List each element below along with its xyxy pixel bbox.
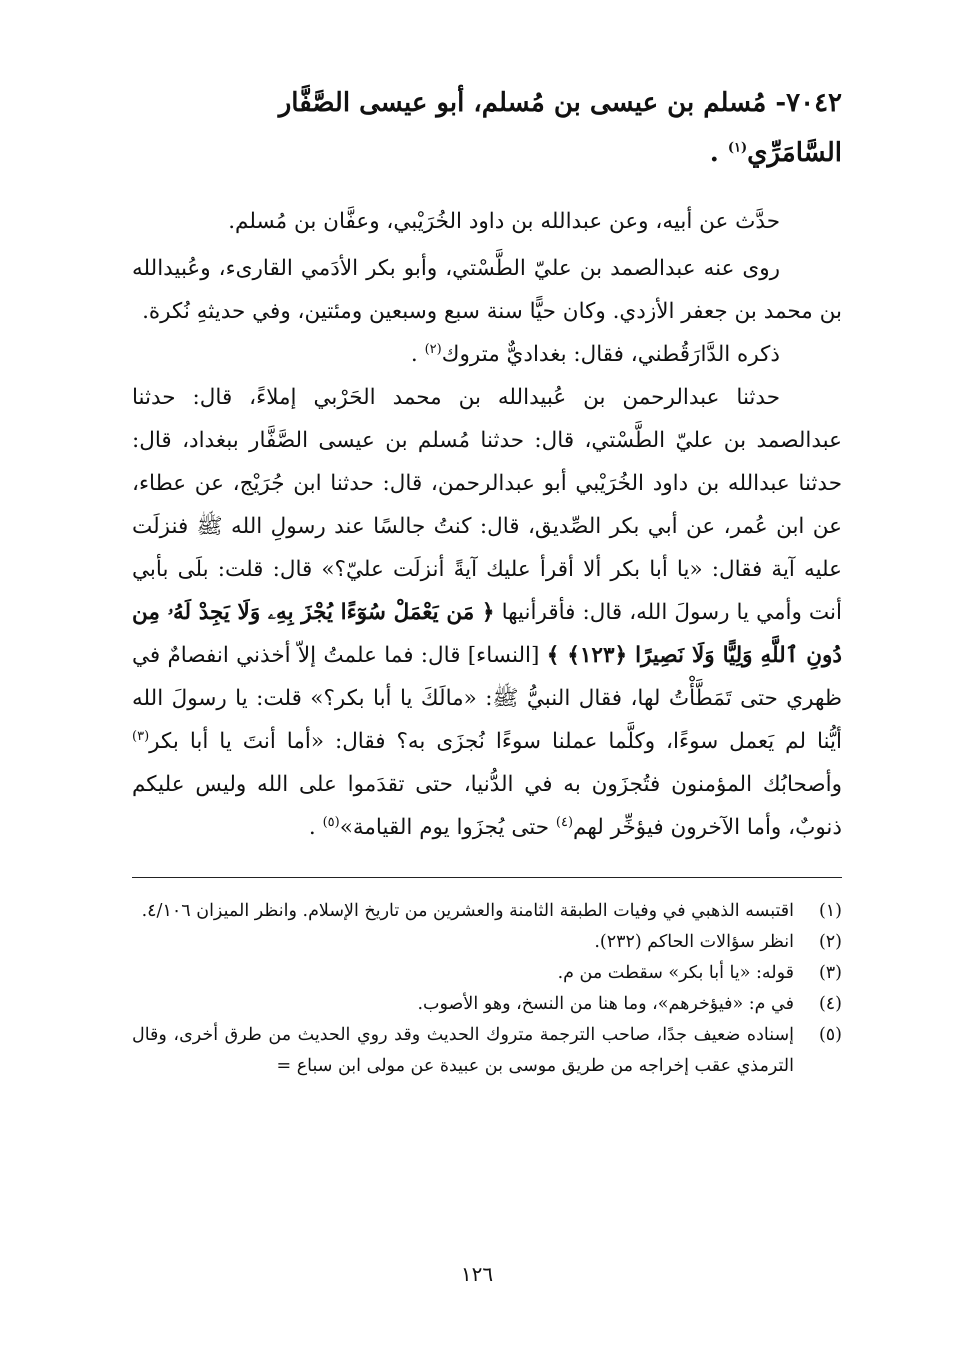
footnotes [132,896,842,1082]
paragraph-daraqutni [132,333,842,376]
footnote-ref: (٣) [132,728,150,744]
entry-heading [132,78,842,178]
page-number: ١٢٦ [460,1262,494,1286]
footnote-text: قوله: «يا أبا بكر» سقطت من م. [557,963,794,983]
footnote-item [132,896,842,927]
footnote-number: (٤) [818,994,842,1014]
hadith-text-end: . [308,815,323,840]
paragraph-teachers: حدَّث عن أبيه، وعن عبدالله بن داود الخُرَيْبي، وعفَّان بن مُسلم. [228,209,780,234]
footnote-divider [132,877,842,878]
footnote-ref: (١) [727,140,748,156]
footnote-text: في م: «فيؤخرهم»، وما هنا من النسخ، وهو الأصوب. [417,994,794,1014]
footnote-item [132,958,842,989]
footnote-ref: (٢) [424,341,442,357]
entry-title-end: . [709,138,728,168]
hadith-text-a: حدثنا عبدالرحمن بن عُبيدالله بن محمد الحَرْبي إملاءً، قال: حدثنا عبدالصمد بن عليّ الطَّسْتي، قال: حدثنا مُسلم بن عيسى الصَّفَّار ببغداد، قال: حدثنا عبدالله بن داود الخُرَيْبي أبو عبدالرحمن، قال: حدثنا ابن جُرَيْج، عن عطاء، عن ابن عُمر، عن أبي بكر الصِّديق، قال: كنتُ جالسًا عند رسولِ الله ﷺ فنزلَت عليه آية فقال: «يا أبا بكر ألا أقرأ عليك آيةً أنزلَت عليّ؟» قال: قلت: بلَى بأبي أنت وأمي يا رسولَ الله، قال: فأقرأنيها [132,385,843,625]
quran-verse: ﴿ مَن يَعْمَلْ سُوٓءًا يُجْزَ بِهِۦ وَلَا يَجِدْ لَهُۥ مِن دُونِ ٱللَّهِ وَلِيًّا وَلَا نَصِيرًا ﴿١٢٣﴾ ﴾ [132,600,842,668]
footnote-number: (٣) [818,963,842,983]
hadith-text-b: [النساء] قال: فما علمتُ إلاّ أخذني انفصامٌ في ظهري حتى تَمَطَّأْتُ لها، فقال النبيُّ ﷺ: «مالَكَ يا أبا بكر؟» قلت: يا رسولَ الله أيُّنا لم يَعمل سوءًا، وكلَّما عملنا سوءًا نُجزَى به؟ فقال: «أما أنتَ يا أبا بكر [132,643,842,754]
footnote-ref: (٥) [322,814,340,830]
footnote-number: (٥) [818,1025,842,1045]
hadith-text-c: وأصحابُك المؤمنون فتُجزَون به في الدُّنيا، حتى تقدَموا على الله وليس عليكم ذنوبٌ، وأما الآخرون فيؤخِّر لهم [132,772,842,840]
entry-title-line2: السَّامَرِّي [747,138,842,168]
hadith-text-d: حتى يُجزَوا يوم القيامة» [339,815,556,840]
footnote-item [132,989,842,1020]
footnote-text: إسناده ضعيف جدًا، صاحب الترجمة متروك الحديث وقد روي الحديث من طرق أخرى، وقال الترمذي عقب إخراجه من طريق موسى بن عبيدة عن مولى ابن سباع = [132,1025,794,1076]
footnote-item [132,1020,842,1082]
footnote-text: انظر سؤالات الحاكم (٢٣٢). [594,932,794,952]
footnote-number: (١) [818,901,842,921]
paragraph-daraqutni-text: ذكره الدَّارَقُطني، فقال: بغداديٌّ متروك [441,342,780,367]
paragraph-hadith [132,376,842,849]
paragraph-students: روى عنه عبدالصمد بن عليّ الطَّسْتي، وأبو بكر الأدَمي القارىء، وعُبيدالله بن محمد بن جعفر الأزدي. وكان حيًّا سنة سبع وسبعين ومئتين، وفي حديثهِ نُكرة. [132,256,842,324]
entry-title-line1: ٧٠٤٢- مُسلم بن عيسى بن مُسلم، أبو عيسى الصَّفَّار [278,88,842,118]
footnote-ref: (٤) [555,814,574,830]
paragraph-daraqutni-end: . [410,342,425,367]
footnote-item [132,927,842,958]
footnote-number: (٢) [818,932,842,952]
footnote-text: اقتبسه الذهبي في وفيات الطبقة الثامنة والعشرين من تاريخ الإسلام. وانظر الميزان ٤/١٠٦. [141,901,794,921]
